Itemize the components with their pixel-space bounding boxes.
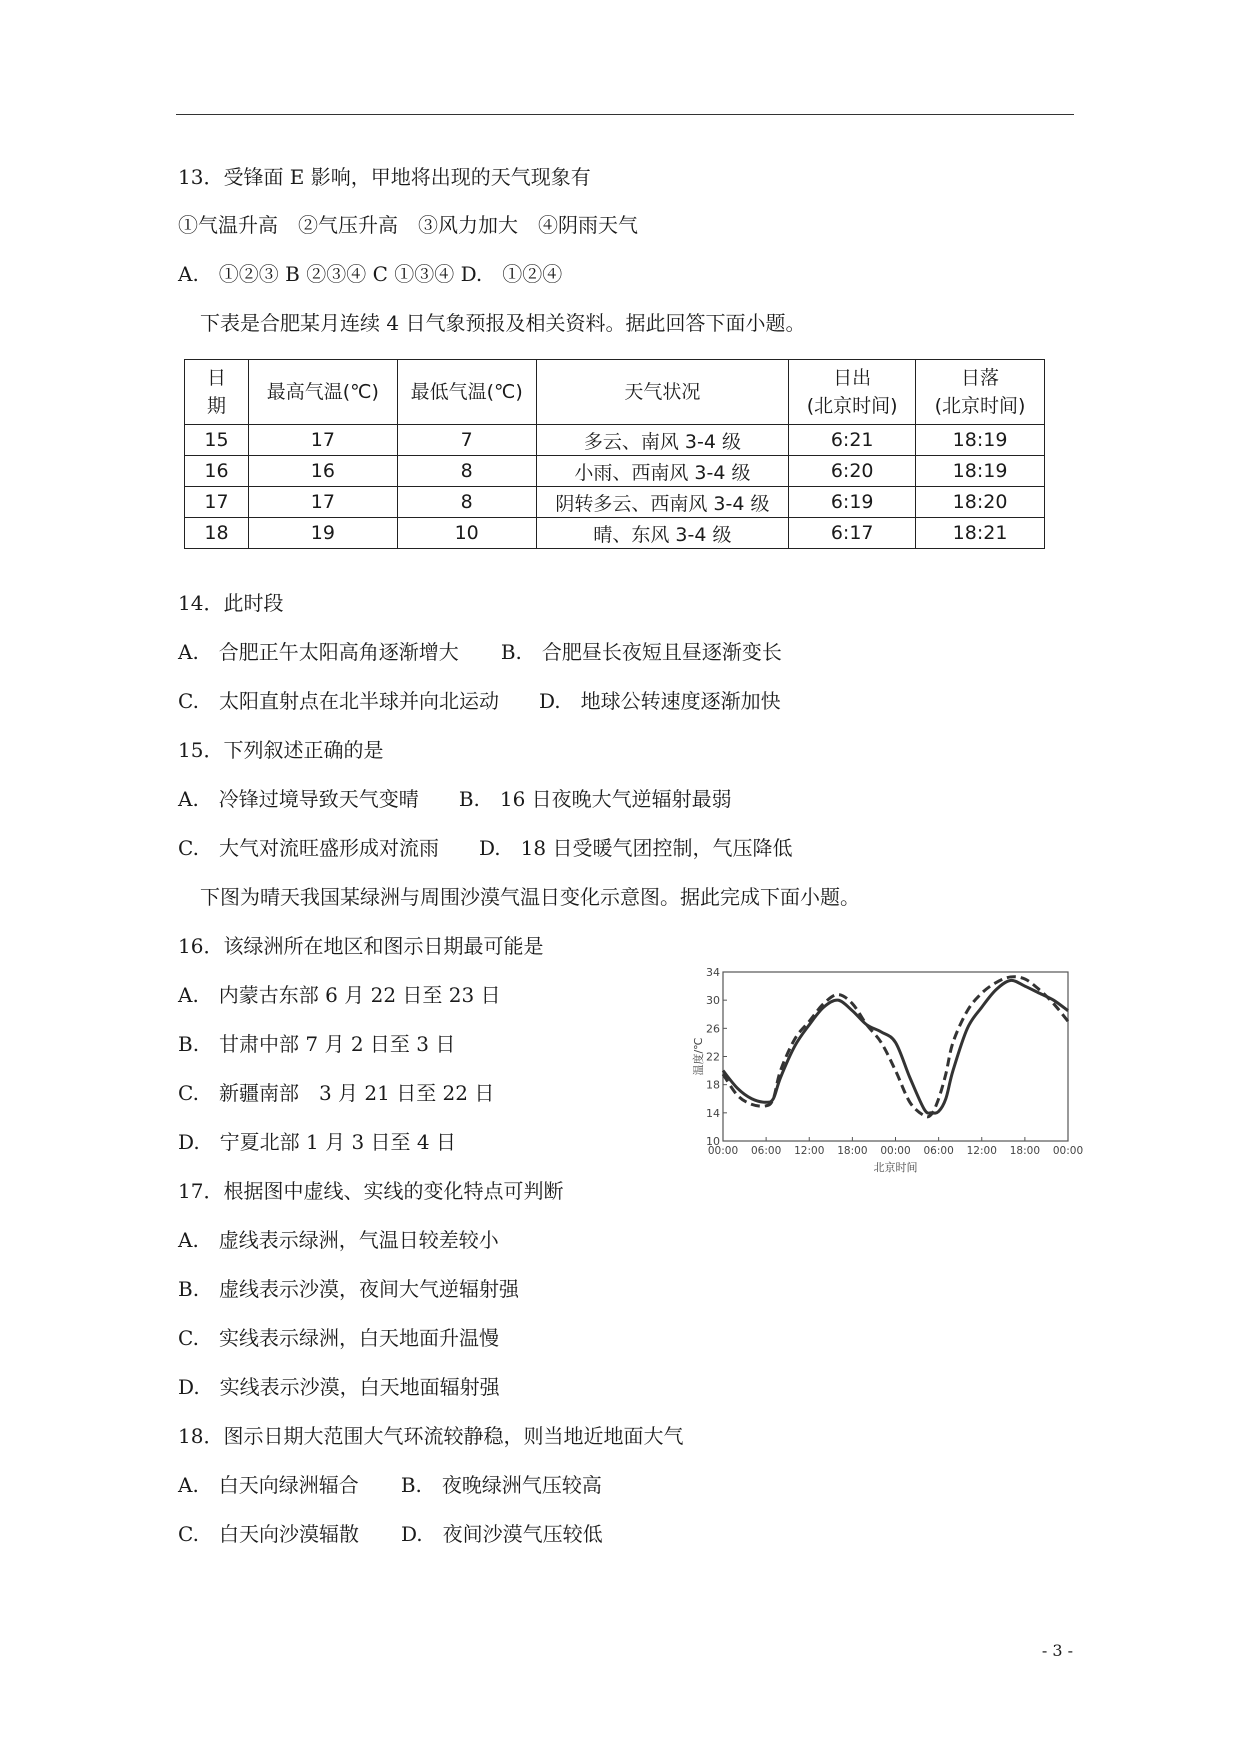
q18-option-a: A. 白天向绿洲辐合 — [178, 1473, 359, 1497]
table-row — [185, 487, 1045, 518]
y-tick-label: 10 — [706, 1135, 720, 1148]
q16-option-c: C. 新疆南部 3 月 21 日至 22 日 — [178, 1081, 495, 1105]
cell-date: 15 — [185, 425, 249, 456]
q17-option-d: D. 实线表示沙漠，白天地面辐射强 — [178, 1375, 500, 1399]
q18-stem: 18．图示日期大范围大气环流较静稳，则当地近地面大气 — [178, 1424, 684, 1448]
table-intro: 下表是合肥某月连续 4 日气象预报及相关资料。据此回答下面小题。 — [200, 311, 806, 335]
weather-table — [184, 359, 1045, 549]
q15-option-b: B. 16 日夜晚大气逆辐射最弱 — [458, 787, 732, 811]
col-header-weather: 天气状况 — [536, 360, 789, 425]
cell-sunset: 18:21 — [916, 518, 1045, 549]
temperature-chart — [690, 964, 1084, 1182]
q14-stem: 14．此时段 — [178, 591, 284, 615]
x-tick-label: 00:00 — [707, 1145, 739, 1157]
y-tick-label: 14 — [706, 1106, 720, 1120]
q18-options-ab — [178, 1472, 602, 1498]
q16-option-a: A. 内蒙古东部 6 月 22 日至 23 日 — [178, 983, 501, 1007]
cell-min-temp: 7 — [397, 425, 536, 456]
cell-weather: 小雨、西南风 3-4 级 — [536, 456, 789, 487]
cell-min-temp: 8 — [397, 487, 536, 518]
cell-date: 16 — [185, 456, 249, 487]
table-row — [185, 456, 1045, 487]
q13-options: A. ①②③ B ②③④ C ①③④ D. ①②④ — [178, 262, 563, 286]
q16-option-d: D. 宁夏北部 1 月 3 日至 4 日 — [178, 1130, 456, 1154]
col-header-sunset: 日落 (北京时间) — [916, 360, 1045, 425]
cell-sunset: 18:19 — [916, 425, 1045, 456]
q17-option-a: A. 虚线表示绿洲，气温日较差较小 — [178, 1228, 499, 1252]
q17-stem: 17．根据图中虚线、实线的变化特点可判断 — [178, 1179, 564, 1203]
y-axis-label: 温度/℃ — [692, 1037, 705, 1076]
y-tick-label: 30 — [706, 994, 720, 1008]
x-tick-label: 18:00 — [1009, 1145, 1041, 1157]
q15-options-ab — [178, 786, 732, 812]
cell-weather: 晴、东风 3-4 级 — [536, 518, 789, 549]
cell-sunrise: 6:19 — [789, 487, 916, 518]
x-tick-label: 00:00 — [880, 1145, 911, 1157]
q18-option-c: C. 白天向沙漠辐散 — [178, 1522, 359, 1546]
q13-stem: 13．受锋面 E 影响，甲地将出现的天气现象有 — [178, 165, 591, 189]
y-tick-label: 22 — [706, 1050, 720, 1064]
cell-weather: 阴转多云、西南风 3-4 级 — [536, 487, 789, 518]
y-tick-label: 18 — [706, 1078, 720, 1092]
q15-options-cd — [178, 835, 792, 861]
cell-sunset: 18:19 — [916, 456, 1045, 487]
q18-option-d: D. 夜间沙漠气压较低 — [400, 1522, 603, 1546]
q13-items: ①气温升高 ②气压升高 ③风力加大 ④阴雨天气 — [178, 213, 638, 237]
x-tick-label: 06:00 — [923, 1145, 954, 1157]
q17-option-b: B. 虚线表示沙漠，夜间大气逆辐射强 — [178, 1277, 520, 1301]
q16-option-b: B. 甘肃中部 7 月 2 日至 3 日 — [178, 1032, 456, 1056]
y-tick-label: 26 — [706, 1022, 720, 1036]
q14-option-b: B. 合肥昼长夜短且昼逐渐变长 — [500, 640, 782, 664]
q16-stem: 16．该绿洲所在地区和图示日期最可能是 — [178, 934, 544, 958]
cell-sunrise: 6:21 — [789, 425, 916, 456]
y-tick-label: 34 — [706, 966, 720, 979]
cell-sunset: 18:20 — [916, 487, 1045, 518]
x-tick-label: 12:00 — [794, 1145, 825, 1157]
q18-options-cd — [178, 1521, 603, 1547]
q15-option-c: C. 大气对流旺盛形成对流雨 — [178, 836, 439, 860]
table-row — [185, 425, 1045, 456]
q15-stem: 15．下列叙述正确的是 — [178, 738, 384, 762]
table-header-row — [185, 360, 1045, 425]
header-rule — [176, 114, 1074, 115]
q14-options-cd — [178, 688, 781, 714]
cell-max-temp: 19 — [248, 518, 397, 549]
x-tick-label: 18:00 — [837, 1145, 868, 1157]
col-header-max-temp: 最高气温(℃) — [248, 360, 397, 425]
page-number: - 3 - — [1041, 1641, 1073, 1660]
q17-option-c: C. 实线表示绿洲，白天地面升温慢 — [178, 1326, 499, 1350]
plot-frame — [723, 972, 1068, 1141]
table-row — [185, 518, 1045, 549]
x-tick-label: 12:00 — [966, 1145, 997, 1157]
x-axis-label: 北京时间 — [873, 1161, 918, 1174]
x-tick-label: 00:00 — [1052, 1145, 1084, 1157]
cell-max-temp: 17 — [248, 425, 397, 456]
col-header-date: 日 期 — [185, 360, 249, 425]
col-header-sunrise: 日出 (北京时间) — [789, 360, 916, 425]
cell-max-temp: 17 — [248, 487, 397, 518]
q15-option-a: A. 冷锋过境导致天气变晴 — [178, 787, 419, 811]
cell-sunrise: 6:17 — [789, 518, 916, 549]
cell-weather: 多云、南风 3-4 级 — [536, 425, 789, 456]
q14-option-d: D. 地球公转速度逐渐加快 — [538, 689, 781, 713]
q14-options-ab — [178, 639, 782, 665]
col-header-min-temp: 最低气温(℃) — [397, 360, 536, 425]
cell-max-temp: 16 — [248, 456, 397, 487]
cell-min-temp: 8 — [397, 456, 536, 487]
q15-option-d: D. 18 日受暖气团控制，气压降低 — [478, 836, 793, 860]
x-tick-label: 06:00 — [750, 1145, 782, 1157]
cell-date: 18 — [185, 518, 249, 549]
cell-date: 17 — [185, 487, 249, 518]
chart-intro: 下图为晴天我国某绿洲与周围沙漠气温日变化示意图。据此完成下面小题。 — [200, 885, 860, 909]
cell-min-temp: 10 — [397, 518, 536, 549]
q14-option-c: C. 太阳直射点在北半球并向北运动 — [178, 689, 499, 713]
q18-option-b: B. 夜晚绿洲气压较高 — [400, 1473, 602, 1497]
cell-sunrise: 6:20 — [789, 456, 916, 487]
dashed-series-line — [723, 977, 1068, 1117]
q14-option-a: A. 合肥正午太阳高角逐渐增大 — [178, 640, 459, 664]
